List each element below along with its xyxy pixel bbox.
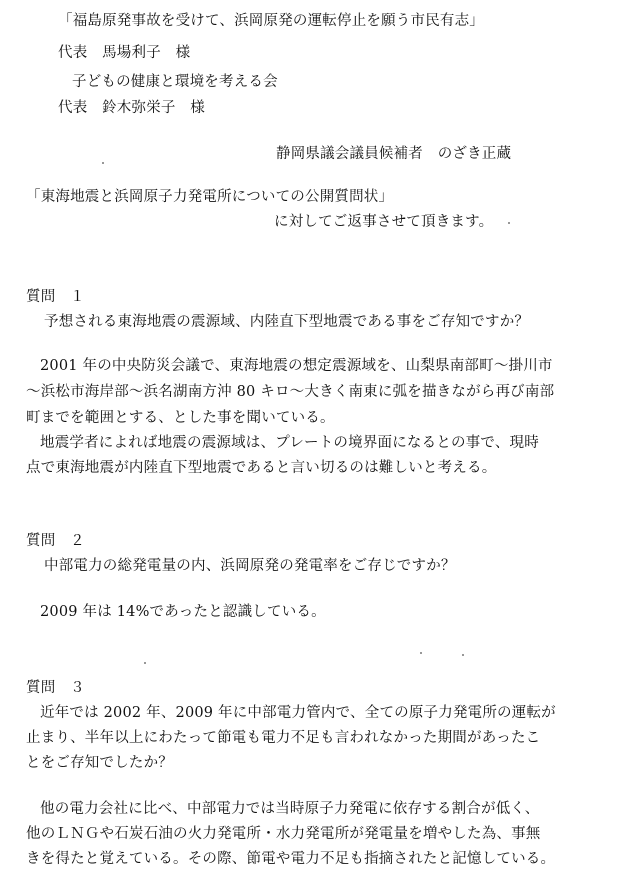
scan-speck — [462, 654, 464, 656]
scan-speck — [508, 222, 510, 224]
answer-1-line-5: 点で東海地震が内陸直下型地震であると言い切るのは難しいと考える。 — [26, 460, 497, 476]
question-1-heading: 質問 １ — [26, 289, 85, 305]
scan-speck — [102, 162, 104, 164]
addressee-representative-2: 代表 鈴木弥栄子 様 — [58, 100, 205, 116]
question-3-line-1: 近年では 2002 年、2009 年に中部電力管内で、全ての原子力発電所の運転が — [40, 705, 556, 721]
answer-1-line-4: 地震学者によれば地震の震源域は、プレートの境界面になるとの事で、現時 — [40, 435, 539, 451]
answer-2-line-1: 2009 年は 14%であったと認識している。 — [40, 604, 326, 620]
question-1-text: 予想される東海地震の震源域、内陸直下型地震である事をご存知ですか？ — [44, 314, 530, 330]
sender-signature: 静岡県議会議員候補者 のざき正蔵 — [276, 146, 512, 162]
question-3-line-3: とをご存知でしたか？ — [26, 755, 173, 771]
answer-3-line-1: 他の電力会社に比べ、中部電力では当時原子力発電に依存する割合が低く、 — [40, 801, 540, 817]
answer-1-line-3: 町までを範囲とする、とした事を聞いている。 — [26, 410, 335, 426]
scan-speck — [144, 662, 146, 664]
answer-1-line-2: ～浜松市海岸部～浜名湖南方沖 80 キロ～大きく南東に弧を描きながら再び南部 — [26, 384, 555, 400]
addressee-group-name: 「福島原発事故を受けて、浜岡原発の運転停止を願う市民有志」 — [58, 13, 485, 29]
answer-3-line-3: きを得たと覚えている。その際、節電や電力不足も指摘されたと記憶している。 — [26, 851, 556, 867]
intro-title: 「東海地震と浜岡原子力発電所についての公開質問状」 — [26, 189, 394, 205]
answer-3-line-2: 他のＬＮＧや石炭石油の火力発電所・水力発電所が発電量を増やした為、事無 — [26, 826, 541, 842]
question-2-text: 中部電力の総発電量の内、浜岡原発の発電率をご存じですか？ — [44, 558, 456, 574]
question-3-heading: 質問 ３ — [26, 680, 85, 696]
question-3-line-2: 止まり、半年以上にわたって節電も電力不足も言われなかった期間があったこ — [26, 730, 541, 746]
answer-1-line-1: 2001 年の中央防災会議で、東海地震の想定震源域を、山梨県南部町～掛川市 — [40, 358, 553, 374]
question-2-heading: 質問 ２ — [26, 533, 85, 549]
intro-reply-line: に対してご返事させて頂きます。 — [274, 214, 494, 230]
scan-speck — [420, 652, 422, 654]
addressee-association-name: 子どもの健康と環境を考える会 — [72, 74, 278, 90]
addressee-representative-1: 代表 馬場利子 様 — [58, 45, 191, 61]
